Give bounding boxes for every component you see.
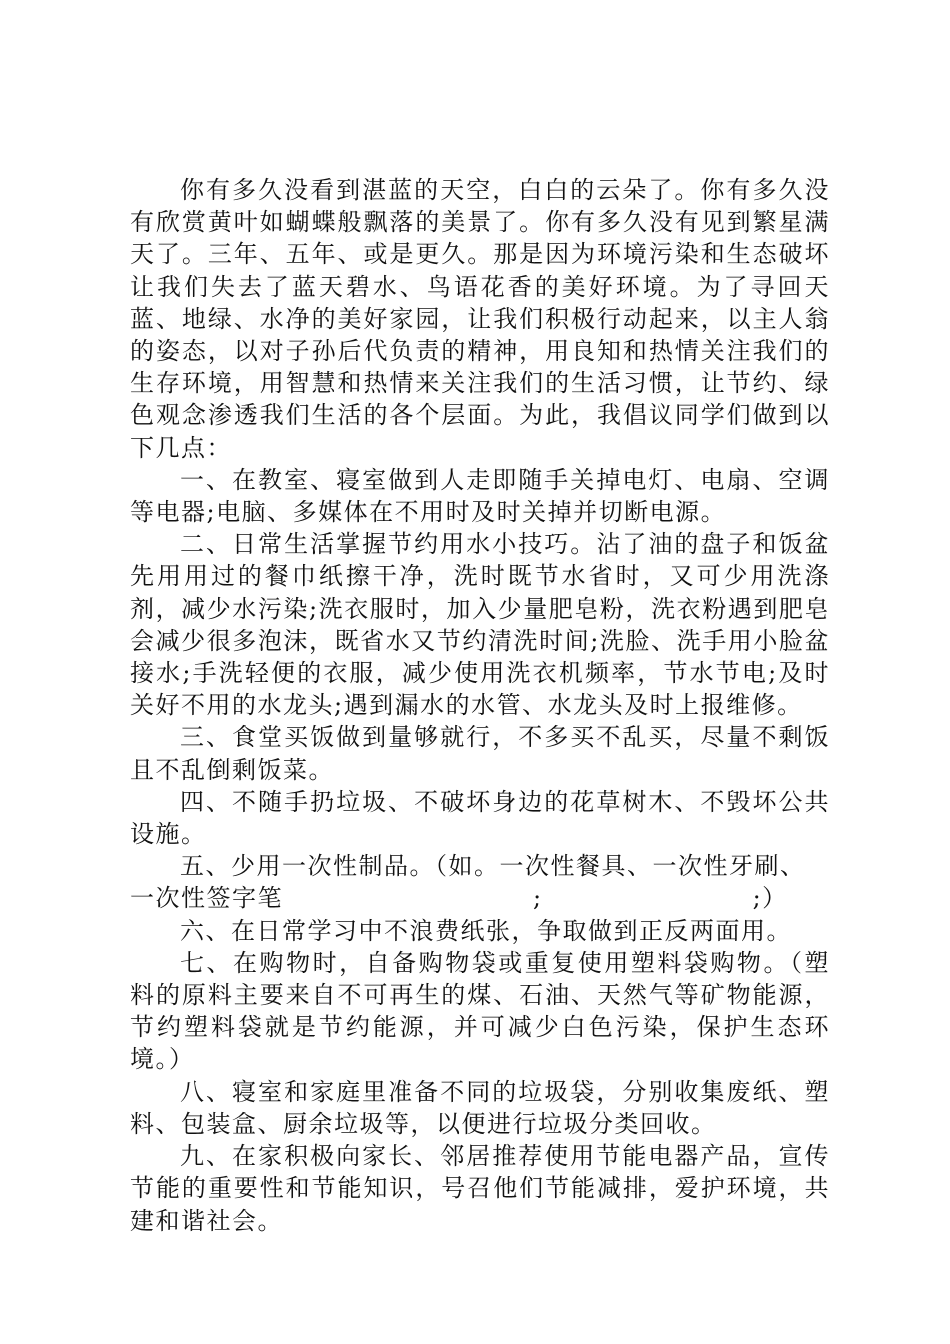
item-9: 九、在家积极向家长、邻居推荐使用节能电器产品，宣传节能的重要性和节能知识，号召他们节能减排，爱护环境，共建和谐社会。 bbox=[130, 1142, 830, 1235]
item-6: 六、在日常学习中不浪费纸张，争取做到正反两面用。 bbox=[180, 916, 792, 945]
intro-paragraph: 你有多久没看到湛蓝的天空，白白的云朵了。你有多久没有欣赏黄叶如蝴蝶般飘落的美景了。你有多久没有见到繁星满天了。三年、五年、或是更久。那是因为环境污染和生态破坏让我们失去了蓝天碧水、鸟语花香的美好环境。为了寻回天蓝、地绿、水净的美好家园，让我们积极行动起来，以主人翁的姿态，以对子孙后代负责的精神，用良知和热情关注我们的生存环境，用智慧和热情来关注我们的生活习惯，让节约、绿色观念渗透我们生活的各个层面。为此，我倡议同学们做到以下几点： bbox=[130, 176, 830, 462]
item-8: 八、寝室和家庭里准备不同的垃圾袋，分别收集废纸、塑料、包装盒、厨余垃圾等，以便进行垃圾分类回收。 bbox=[130, 1077, 830, 1138]
item-4: 四、不随手扔垃圾、不破坏身边的花草树木、不毁坏公共设施。 bbox=[130, 787, 830, 849]
document-body bbox=[130, 174, 830, 1237]
item-2: 二、日常生活掌握节约用水小技巧。沾了油的盘子和饭盆先用用过的餐巾纸擦干净，洗时既节水省时，又可少用洗涤剂，减少水污染;洗衣服时，加入少量肥皂粉，洗衣粉遇到肥皂会减少很多泡沫，既省水又节约清洗时间;洗脸、洗手用小脸盆接水;手洗轻便的衣服，减少使用洗衣机频率，节水节电;及时关好不用的水龙头;遇到漏水的水管、水龙头及时上报维修。 bbox=[130, 530, 830, 720]
item-5-continuation bbox=[130, 882, 830, 914]
item-5-separator-2: ;） bbox=[752, 884, 788, 913]
item-5-separator-1: ; bbox=[533, 884, 543, 913]
item-7: 七、在购物时，自备购物袋或重复使用塑料袋购物。（塑料的原料主要来自不可再生的煤、石油、天然气等矿物能源，节约塑料袋就是节约能源，并可减少白色污染，保护生态环境。） bbox=[130, 948, 830, 1074]
item-5: 五、少用一次性制品。（如。一次性餐具、一次性牙刷、 bbox=[180, 852, 806, 881]
item-1: 一、在教室、寝室做到人走即随手关掉电灯、电扇、空调等电器;电脑、多媒体在不用时及时关掉并切断电源。 bbox=[130, 465, 830, 527]
item-3: 三、食堂买饭做到量够就行，不多买不乱买，尽量不剩饭且不乱倒剩饭菜。 bbox=[130, 723, 830, 784]
item-5-continuation-text: 一次性签字笔 bbox=[130, 884, 283, 913]
